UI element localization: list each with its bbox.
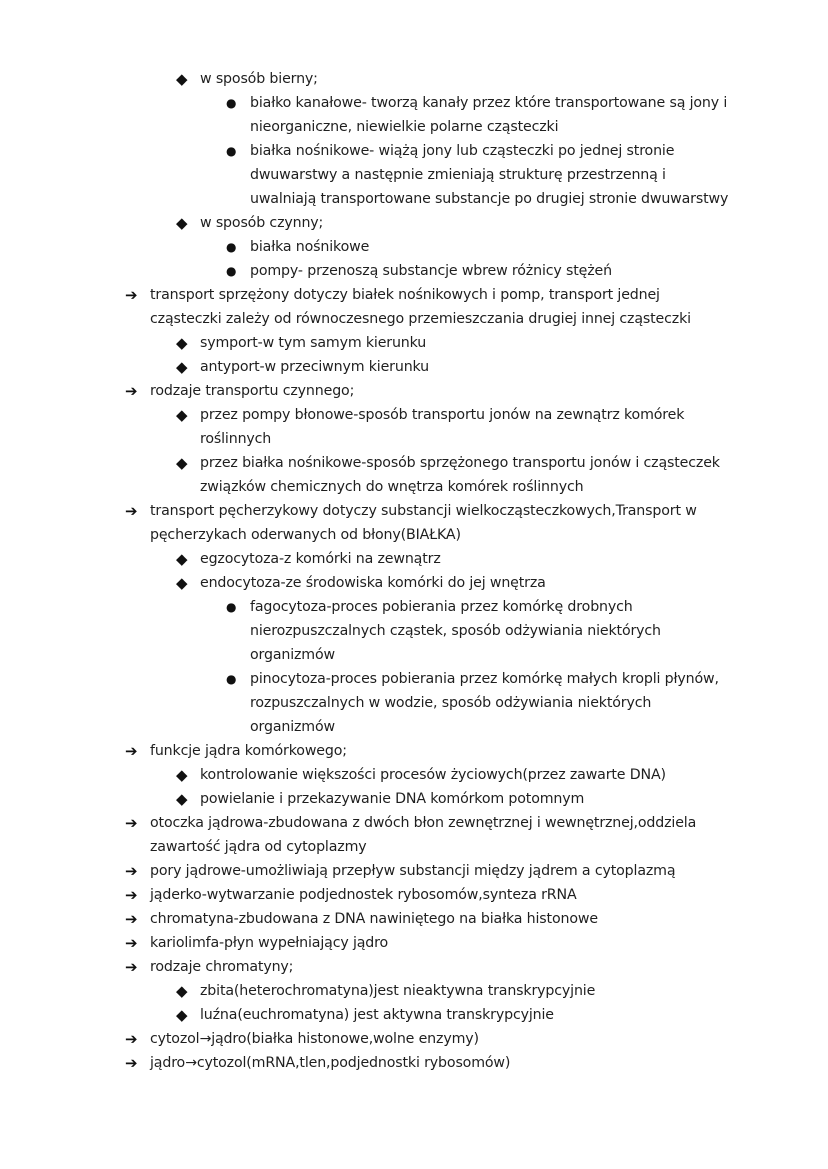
list-item-text: w sposób bierny; [200, 71, 318, 87]
diamond-bullet-icon: ◆ [176, 574, 188, 592]
list-item-text: funkcje jądra komórkowego; [150, 743, 347, 759]
list-item-text: jądro→cytozol(mRNA,tlen,podjednostki rybosomów) [150, 1055, 511, 1071]
list-item-text: antyport-w przeciwnym kierunku [200, 359, 430, 375]
document-page [0, 67, 828, 1075]
list-item [0, 67, 730, 91]
list-item-text: cytozol→jądro(białka histonowe,wolne enzymy) [150, 1031, 479, 1047]
diamond-bullet-icon: ◆ [176, 334, 188, 352]
list-item [0, 1003, 730, 1027]
list-item [0, 1051, 730, 1075]
list-item-text: zbita(heterochromatyna)jest nieaktywna transkrypcyjnie [200, 983, 596, 999]
diamond-bullet-icon: ◆ [176, 406, 188, 424]
list-item-text: przez pompy błonowe-sposób transportu jonów na zewnątrz komórek roślinnych [200, 407, 685, 447]
arrow-right-icon: ➔ [125, 958, 138, 976]
list-item-text: rodzaje transportu czynnego; [150, 383, 355, 399]
list-item [0, 979, 730, 1003]
list-item [0, 139, 730, 211]
diamond-bullet-icon: ◆ [176, 70, 188, 88]
list-item-text: pompy- przenoszą substancje wbrew różnicy stężeń [250, 263, 612, 279]
list-item-text: kontrolowanie większości procesów życiowych(przez zawarte DNA) [200, 767, 666, 783]
arrow-right-icon: ➔ [125, 910, 138, 928]
list-item [0, 355, 730, 379]
list-item-text: otoczka jądrowa-zbudowana z dwóch błon zewnętrznej i wewnętrznej,oddziela zawartość jądra od cytoplazmy [150, 815, 697, 855]
arrow-right-icon: ➔ [125, 286, 138, 304]
list-item [0, 955, 730, 979]
arrow-right-icon: ➔ [125, 1054, 138, 1072]
list-item-text: jąderko-wytwarzanie podjednostek rybosomów,synteza rRNA [150, 887, 577, 903]
list-item-text: pory jądrowe-umożliwiają przepływ substancji między jądrem a cytoplazmą [150, 863, 676, 879]
list-item-text: transport sprzężony dotyczy białek nośnikowych i pomp, transport jednej cząsteczki zależy od równoczesnego przemieszczania drugiej innej cząsteczki [150, 287, 691, 327]
list-item [0, 811, 730, 859]
dot-bullet-icon: ● [226, 96, 237, 110]
diamond-bullet-icon: ◆ [176, 1006, 188, 1024]
list-item [0, 1027, 730, 1051]
list-item [0, 235, 730, 259]
dot-bullet-icon: ● [226, 144, 237, 158]
arrow-right-icon: ➔ [125, 814, 138, 832]
list-item-text: endocytoza-ze środowiska komórki do jej wnętrza [200, 575, 546, 591]
dot-bullet-icon: ● [226, 264, 237, 278]
list-item [0, 667, 730, 739]
list-item-text: kariolimfa-płyn wypełniający jądro [150, 935, 389, 951]
list-item [0, 787, 730, 811]
diamond-bullet-icon: ◆ [176, 214, 188, 232]
list-item-text: pinocytoza-proces pobierania przez komórkę małych kropli płynów, rozpuszczalnych w wodzie, sposób odżywiania niektórych organizmów [250, 671, 719, 735]
diamond-bullet-icon: ◆ [176, 454, 188, 472]
arrow-right-icon: ➔ [125, 502, 138, 520]
list-item [0, 883, 730, 907]
list-item [0, 91, 730, 139]
list-item [0, 451, 730, 499]
list-item [0, 259, 730, 283]
list-item [0, 859, 730, 883]
list-item [0, 547, 730, 571]
diamond-bullet-icon: ◆ [176, 766, 188, 784]
list-item [0, 331, 730, 355]
list-item [0, 739, 730, 763]
list-item [0, 763, 730, 787]
dot-bullet-icon: ● [226, 600, 237, 614]
arrow-right-icon: ➔ [125, 742, 138, 760]
list-item-text: przez białka nośnikowe-sposób sprzężonego transportu jonów i cząsteczek związków chemicznych do wnętrza komórek roślinnych [200, 455, 720, 495]
list-item-text: egzocytoza-z komórki na zewnątrz [200, 551, 441, 567]
list-item [0, 499, 730, 547]
diamond-bullet-icon: ◆ [176, 550, 188, 568]
list-item-text: luźna(euchromatyna) jest aktywna transkrypcyjnie [200, 1007, 554, 1023]
list-item [0, 595, 730, 667]
list-item [0, 571, 730, 595]
list-item-text: białka nośnikowe [250, 239, 370, 255]
list-item-text: w sposób czynny; [200, 215, 324, 231]
arrow-right-icon: ➔ [125, 886, 138, 904]
list-item-text: fagocytoza-proces pobierania przez komórkę drobnych nierozpuszczalnych cząstek, sposób odżywiania niektórych organizmów [250, 599, 661, 663]
list-item [0, 211, 730, 235]
dot-bullet-icon: ● [226, 672, 237, 686]
arrow-right-icon: ➔ [125, 862, 138, 880]
dot-bullet-icon: ● [226, 240, 237, 254]
arrow-right-icon: ➔ [125, 934, 138, 952]
list-item [0, 283, 730, 331]
list-item-text: symport-w tym samym kierunku [200, 335, 427, 351]
list-item-text: transport pęcherzykowy dotyczy substancji wielkocząsteczkowych,Transport w pęcherzykach oderwanych od błony(BIAŁKA) [150, 503, 697, 543]
diamond-bullet-icon: ◆ [176, 790, 188, 808]
list-item-text: chromatyna-zbudowana z DNA nawiniętego na białka histonowe [150, 911, 598, 927]
diamond-bullet-icon: ◆ [176, 358, 188, 376]
list-item [0, 931, 730, 955]
diamond-bullet-icon: ◆ [176, 982, 188, 1000]
arrow-right-icon: ➔ [125, 1030, 138, 1048]
list-item-text: białka nośnikowe- wiążą jony lub cząsteczki po jednej stronie dwuwarstwy a następnie zmieniają strukturę przestrzenną i uwalniają transportowane substancje po drugiej stronie dwuwarstwy [250, 143, 729, 207]
list-item-text: rodzaje chromatyny; [150, 959, 294, 975]
list-item [0, 403, 730, 451]
list-item [0, 379, 730, 403]
list-item-text: białko kanałowe- tworzą kanały przez które transportowane są jony i nieorganiczne, niewielkie polarne cząsteczki [250, 95, 728, 135]
notes-list [0, 67, 828, 1075]
list-item [0, 907, 730, 931]
arrow-right-icon: ➔ [125, 382, 138, 400]
list-item-text: powielanie i przekazywanie DNA komórkom potomnym [200, 791, 585, 807]
